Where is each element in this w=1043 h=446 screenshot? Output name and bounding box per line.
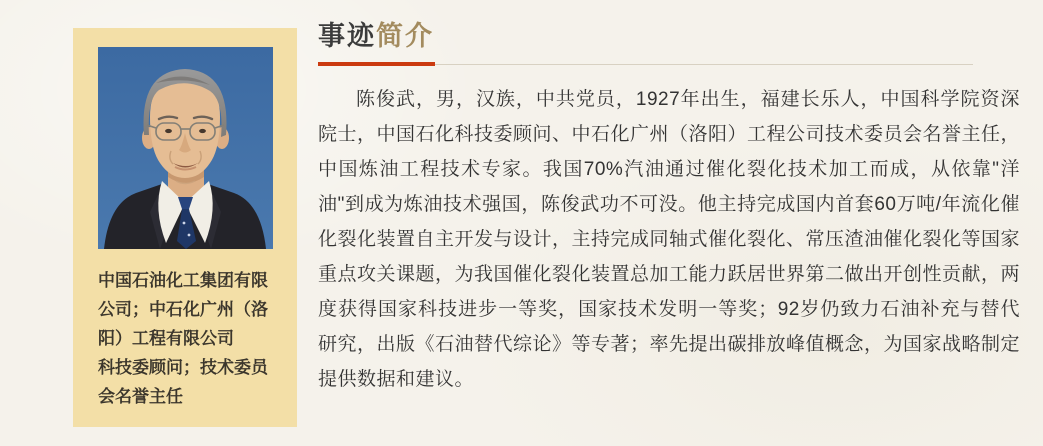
face <box>150 77 220 178</box>
portrait-photo <box>98 47 273 249</box>
profile-caption <box>98 266 275 411</box>
profile-caption-affiliation: 中国石油化工集团有限公司；中石化广州（洛阳）工程有限公司 <box>98 271 268 348</box>
section-title <box>318 20 1020 52</box>
section-title-secondary: 简介 <box>376 21 434 51</box>
profile-caption-titles: 科技委顾问；技术委员会名誉主任 <box>98 358 268 406</box>
profile-card <box>73 28 297 427</box>
biography-text: 陈俊武，男，汉族，中共党员，1927年出生，福建长乐人，中国科学院资深院士，中国石化科技委顾问、中石化广州（洛阳）工程公司技术委员会名誉主任，中国炼油工程技术专家。我国70%汽油通过催化裂化技术加工而成，从依靠"洋油"到成为炼油技术强国，陈俊武功不可没。他主持完成国内首套60万吨/年流化催化裂化装置自主开发与设计，主持完成同轴式催化裂化、常压渣油催化裂化等国家重点攻关课题，为我国催化裂化装置总加工能力跃居世界第二做出开创性贡献，两度获得国家科技进步一等奖，国家技术发明一等奖；92岁仍致力石油补充与替代研究，出版《石油替代综论》等专著；率先提出碳排放峰值概念，为国家战略制定提供数据和建议。 <box>318 89 1021 390</box>
title-underline <box>318 62 973 66</box>
title-underline-rule <box>435 64 973 65</box>
biography-section <box>318 20 1020 397</box>
section-title-primary: 事迹 <box>318 21 376 51</box>
title-underline-accent <box>318 62 435 66</box>
